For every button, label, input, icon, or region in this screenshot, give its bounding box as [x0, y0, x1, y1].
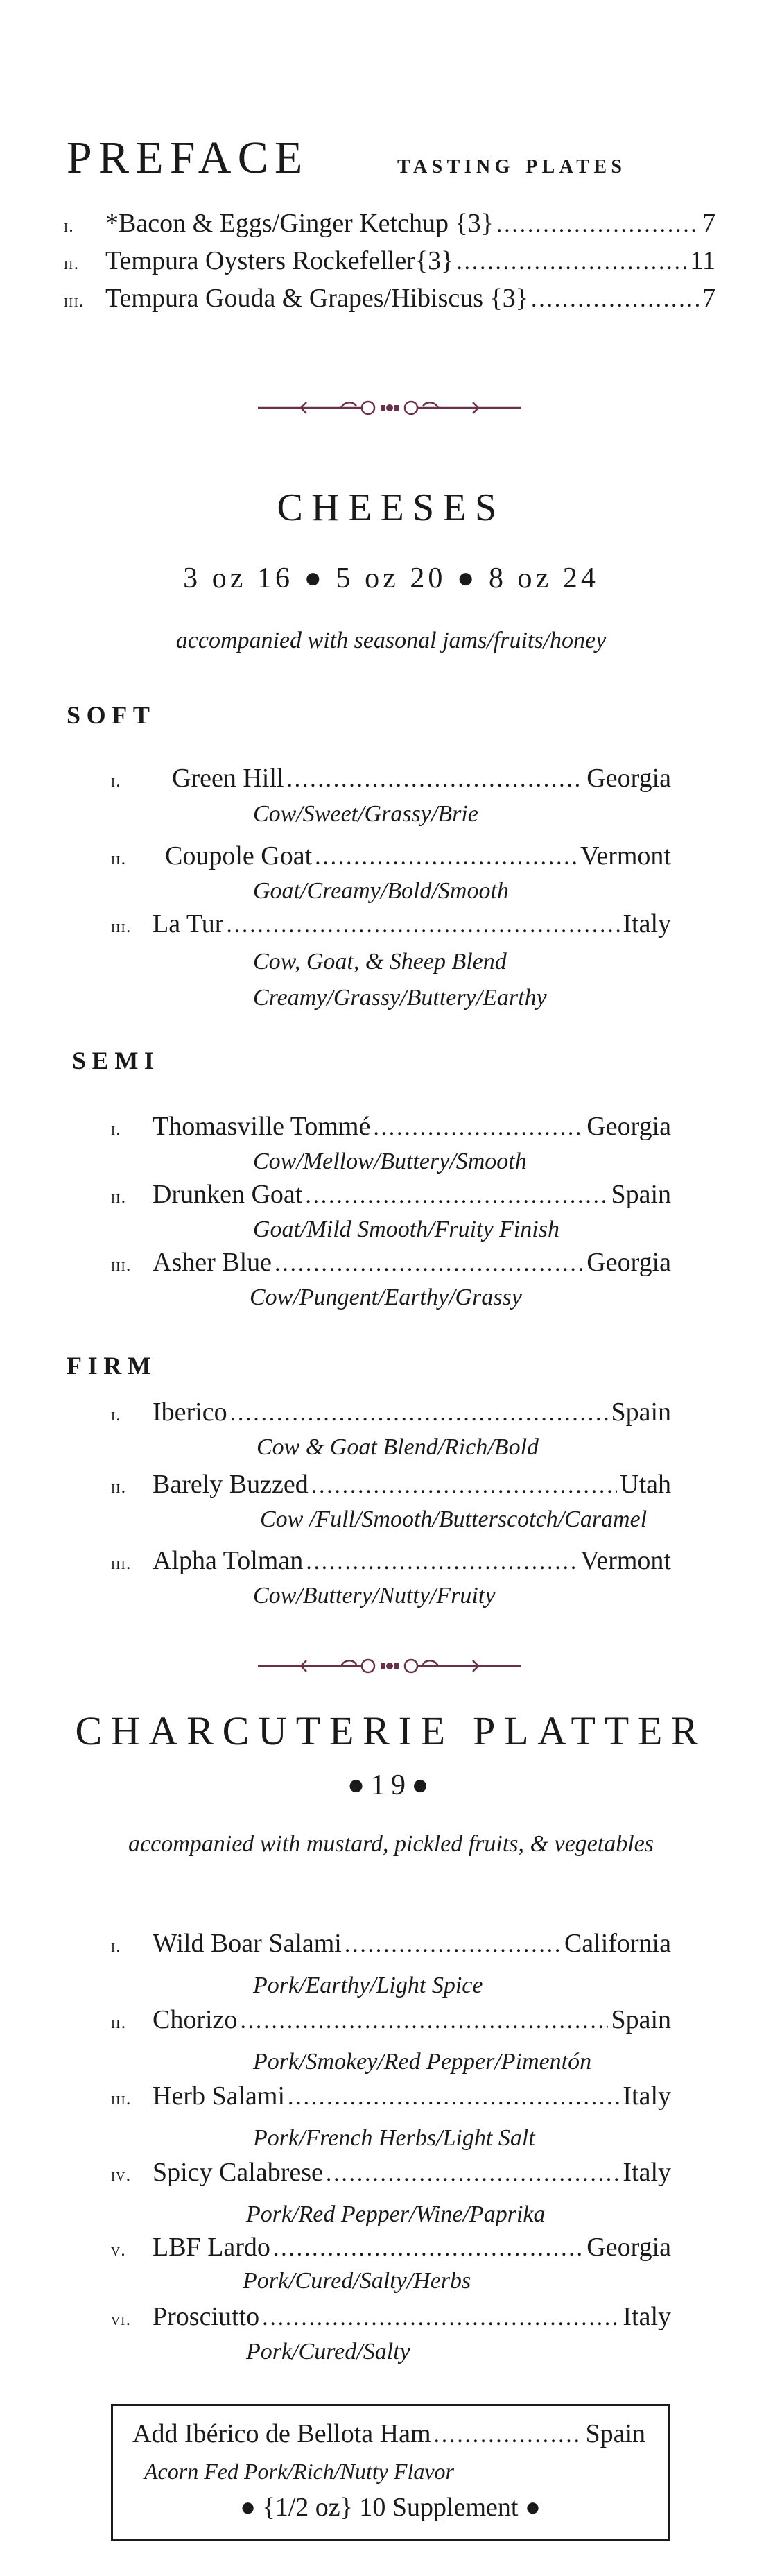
- item-price: 11: [690, 246, 715, 275]
- charcuterie-item: [111, 1928, 671, 1959]
- item-name: Coupole Goat: [165, 841, 313, 870]
- leader-dots: [306, 1549, 577, 1575]
- item-number: i.: [111, 771, 122, 791]
- cheese-note: accompanied with seasonal jams/fruits/honey: [175, 628, 607, 653]
- preface-title: PREFACE: [67, 132, 309, 183]
- item-description: Cow /Full/Smooth/Butterscotch/Caramel: [260, 1506, 648, 1532]
- item-description: Cow/Buttery/Nutty/Fruity: [253, 1583, 496, 1608]
- charcuterie-title: CHARCUTERIE PLATTER: [75, 1708, 707, 1753]
- item-name: La Tur: [153, 909, 224, 938]
- ornamental-divider-icon: [258, 394, 521, 422]
- item-origin: Spain: [611, 1180, 671, 1209]
- item-origin: California: [564, 1929, 671, 1958]
- charcuterie-item: [111, 2004, 671, 2035]
- addon-box: [111, 2404, 670, 2541]
- item-number: iii.: [111, 1553, 132, 1573]
- item-description: Goat/Creamy/Bold/Smooth: [253, 878, 509, 904]
- cheese-item: [111, 1545, 671, 1576]
- leader-dots: [345, 1932, 562, 1958]
- item-number: v.: [111, 2240, 127, 2260]
- addon-origin: Spain: [585, 2419, 645, 2448]
- charcuterie-item: [111, 2081, 671, 2111]
- item-name: Thomasville Tommé: [153, 1112, 371, 1141]
- item-number: iii.: [111, 916, 132, 936]
- item-number: i.: [111, 1405, 122, 1425]
- item-origin: Vermont: [580, 1546, 671, 1575]
- item-number: vi.: [111, 2309, 132, 2329]
- cheese-item: [111, 1247, 671, 1278]
- item-origin: Georgia: [586, 1248, 671, 1277]
- cheese-item: [111, 841, 671, 871]
- item-name: Barely Buzzed: [153, 1470, 309, 1499]
- charcuterie-note: accompanied with mustard, pickled fruits, & vegetables: [128, 1831, 654, 1857]
- item-description: Pork/Cured/Salty: [246, 2339, 410, 2364]
- leader-dots: [273, 2235, 584, 2262]
- leader-dots: [496, 212, 700, 238]
- item-name: Tempura Gouda & Grapes/Hibiscus {3}: [105, 284, 529, 313]
- item-description: Cow/Mellow/Buttery/Smooth: [253, 1149, 527, 1174]
- category-firm: FIRM: [67, 1352, 157, 1380]
- leader-dots: [288, 2084, 620, 2111]
- charcuterie-item: [111, 2301, 671, 2332]
- item-name: Chorizo: [153, 2005, 238, 2034]
- item-number: i.: [111, 1936, 122, 1956]
- cheese-item: [111, 1397, 671, 1427]
- leader-dots: [434, 2422, 583, 2448]
- item-origin: Spain: [611, 2005, 671, 2034]
- item-number: iii.: [111, 1255, 132, 1275]
- cheese-item: [111, 1469, 671, 1500]
- addon-name: Add Ibérico de Bellota Ham: [132, 2419, 431, 2448]
- leader-dots: [275, 1251, 584, 1277]
- preface-item: [64, 208, 715, 239]
- item-name: Herb Salami: [153, 2081, 286, 2111]
- item-description: Cow & Goat Blend/Rich/Bold: [257, 1434, 539, 1460]
- item-number: i.: [64, 216, 75, 236]
- item-name: Alpha Tolman: [153, 1546, 304, 1575]
- leader-dots: [456, 249, 687, 275]
- leader-dots: [531, 286, 700, 313]
- addon-description: Acorn Fed Pork/Rich/Nutty Flavor: [144, 2459, 454, 2484]
- leader-dots: [311, 1472, 617, 1499]
- item-origin: Italy: [623, 2081, 671, 2111]
- leader-dots: [305, 1183, 608, 1209]
- item-description: Pork/Cured/Salty/Herbs: [243, 2268, 471, 2294]
- cheese-item: [111, 1111, 671, 1142]
- item-number: ii.: [111, 1187, 127, 1207]
- ornamental-divider-icon: [258, 1652, 521, 1680]
- leader-dots: [226, 912, 620, 938]
- item-number: i.: [111, 1119, 122, 1139]
- leader-dots: [286, 766, 584, 793]
- item-name: Wild Boar Salami: [153, 1929, 342, 1958]
- item-description: Pork/Smokey/Red Pepper/Pimentón: [253, 2049, 592, 2075]
- addon-supplement: ● {1/2 oz} 10 Supplement ●: [240, 2493, 541, 2522]
- item-number: ii.: [64, 253, 80, 273]
- leader-dots: [373, 1115, 584, 1141]
- item-origin: Georgia: [586, 2233, 671, 2262]
- item-origin: Italy: [623, 2302, 671, 2331]
- item-description: Creamy/Grassy/Buttery/Earthy: [253, 985, 547, 1011]
- item-name: Drunken Goat: [153, 1180, 303, 1209]
- item-origin: Italy: [623, 909, 671, 938]
- category-semi: SEMI: [72, 1047, 160, 1074]
- leader-dots: [326, 2161, 620, 2187]
- preface-item: [64, 283, 715, 314]
- addon-item: [132, 2419, 645, 2449]
- item-name: *Bacon & Eggs/Ginger Ketchup {3}: [105, 209, 494, 238]
- item-name: LBF Lardo: [153, 2233, 270, 2262]
- charcuterie-price: ●19●: [347, 1769, 435, 1801]
- item-number: iii.: [64, 291, 85, 311]
- item-name: Spicy Calabrese: [153, 2158, 323, 2187]
- item-origin: Georgia: [586, 1112, 671, 1141]
- leader-dots: [230, 1400, 609, 1427]
- item-number: iii.: [111, 2088, 132, 2109]
- item-description: Cow/Sweet/Grassy/Brie: [253, 801, 478, 827]
- cheeses-title: CHEESES: [277, 486, 505, 529]
- item-number: ii.: [111, 848, 127, 868]
- item-price: 7: [702, 284, 715, 313]
- item-number: iv.: [111, 2165, 132, 2185]
- leader-dots: [240, 2008, 608, 2034]
- item-origin: Spain: [611, 1398, 671, 1427]
- cheese-sizes: 3 oz 16 ● 5 oz 20 ● 8 oz 24: [183, 563, 599, 594]
- item-origin: Vermont: [580, 841, 671, 870]
- item-description: Goat/Mild Smooth/Fruity Finish: [253, 1217, 559, 1242]
- charcuterie-item: [111, 2232, 671, 2262]
- preface-subtitle: tasting plates: [397, 148, 627, 179]
- cheese-item: [111, 909, 671, 939]
- cheese-item: [111, 763, 671, 793]
- item-description: Cow, Goat, & Sheep Blend: [253, 949, 507, 974]
- preface-item: [64, 246, 715, 276]
- charcuterie-item: [111, 2157, 671, 2188]
- item-description: Pork/Earthy/Light Spice: [253, 1973, 483, 1998]
- item-description: Pork/Red Pepper/Wine/Paprika: [246, 2201, 546, 2227]
- item-price: 7: [702, 209, 715, 238]
- item-description: Cow/Pungent/Earthy/Grassy: [250, 1285, 522, 1310]
- leader-dots: [262, 2305, 620, 2331]
- item-description: Pork/French Herbs/Light Salt: [253, 2125, 535, 2151]
- item-number: ii.: [111, 2012, 127, 2032]
- item-origin: Utah: [620, 1470, 671, 1499]
- item-name: Iberico: [153, 1398, 227, 1427]
- leader-dots: [315, 844, 577, 870]
- item-name: Asher Blue: [153, 1248, 272, 1277]
- item-name: Tempura Oysters Rockefeller{3}: [105, 246, 454, 275]
- item-name: Prosciutto: [153, 2302, 260, 2331]
- category-soft: SOFT: [67, 701, 156, 729]
- item-number: ii.: [111, 1477, 127, 1497]
- cheese-item: [111, 1179, 671, 1210]
- item-origin: Georgia: [586, 764, 671, 793]
- item-origin: Italy: [623, 2158, 671, 2187]
- item-name: Green Hill: [172, 764, 284, 793]
